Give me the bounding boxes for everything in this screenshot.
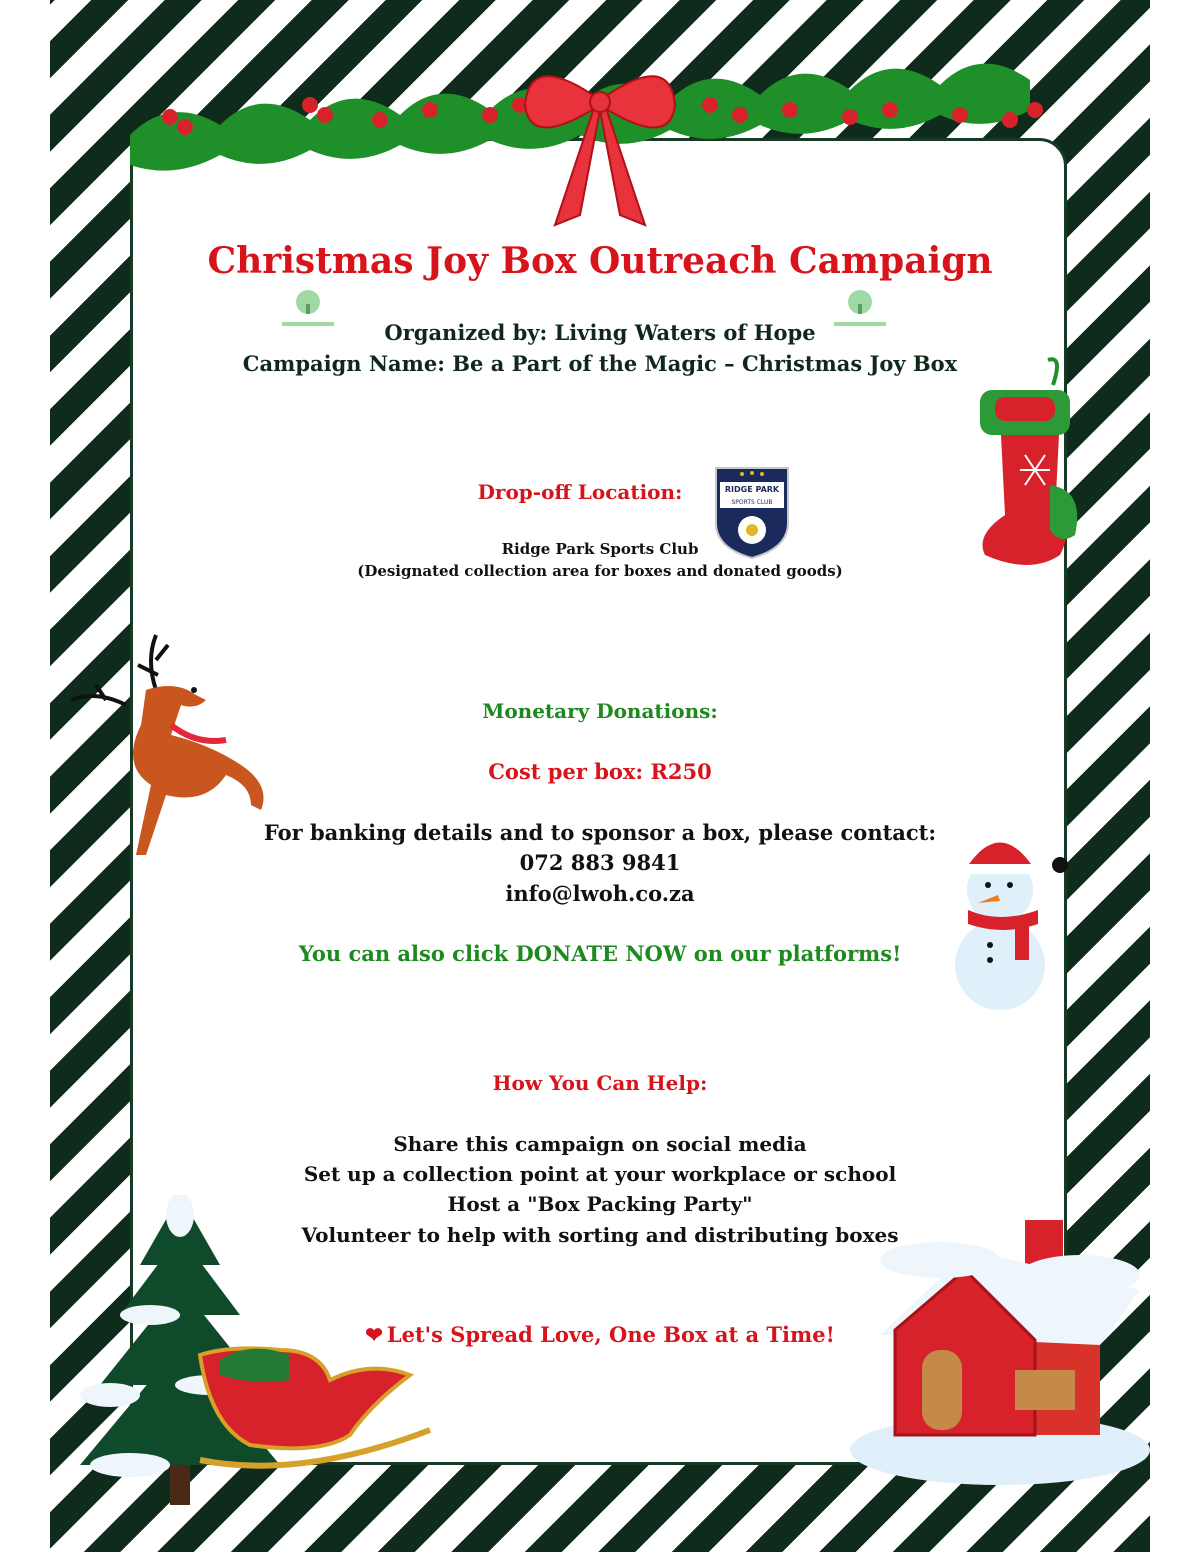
closing-text: Let's Spread Love, One Box at a Time! [386, 1322, 835, 1347]
cost-per-box: Cost per box: R250 [488, 759, 712, 784]
tree-and-sleigh-icon [70, 1195, 450, 1525]
dropoff-label: Drop-off Location: [477, 480, 683, 504]
help-item: Share this campaign on social media [393, 1132, 807, 1156]
snowy-cottage-icon [850, 1200, 1150, 1500]
venue-name: Ridge Park Sports Club [501, 540, 699, 558]
contact-email[interactable]: info@lwoh.co.za [505, 881, 695, 906]
help-item: Volunteer to help with sorting and distributing boxes [301, 1223, 899, 1247]
help-item: Host a "Box Packing Party" [447, 1192, 753, 1216]
badge-line1: RIDGE PARK [724, 485, 780, 494]
contact-intro: For banking details and to sponsor a box, please contact: [263, 820, 937, 845]
holly-garland-icon [130, 55, 1070, 235]
help-item: Set up a collection point at your workplace or school [303, 1162, 897, 1186]
badge-line2: SPORTS CLUB [731, 499, 773, 506]
stocking-icon [975, 355, 1085, 565]
heart-icon: ❤ [365, 1322, 383, 1347]
monetary-donations-label: Monetary Donations: [482, 699, 718, 723]
campaign-name-line: Campaign Name: Be a Part of the Magic – Christmas Joy Box [242, 351, 958, 376]
snowman-icon [940, 820, 1070, 1010]
contact-phone[interactable]: 072 883 9841 [519, 850, 681, 875]
page-title: Christmas Joy Box Outreach Campaign [207, 240, 993, 282]
donate-now-note: You can also click DONATE NOW on our platforms! [298, 941, 902, 966]
how-you-can-help-label: How You Can Help: [492, 1071, 708, 1095]
venue-note: (Designated collection area for boxes and donated goods) [357, 562, 843, 580]
organizer-line: Organized by: Living Waters of Hope [384, 320, 816, 345]
